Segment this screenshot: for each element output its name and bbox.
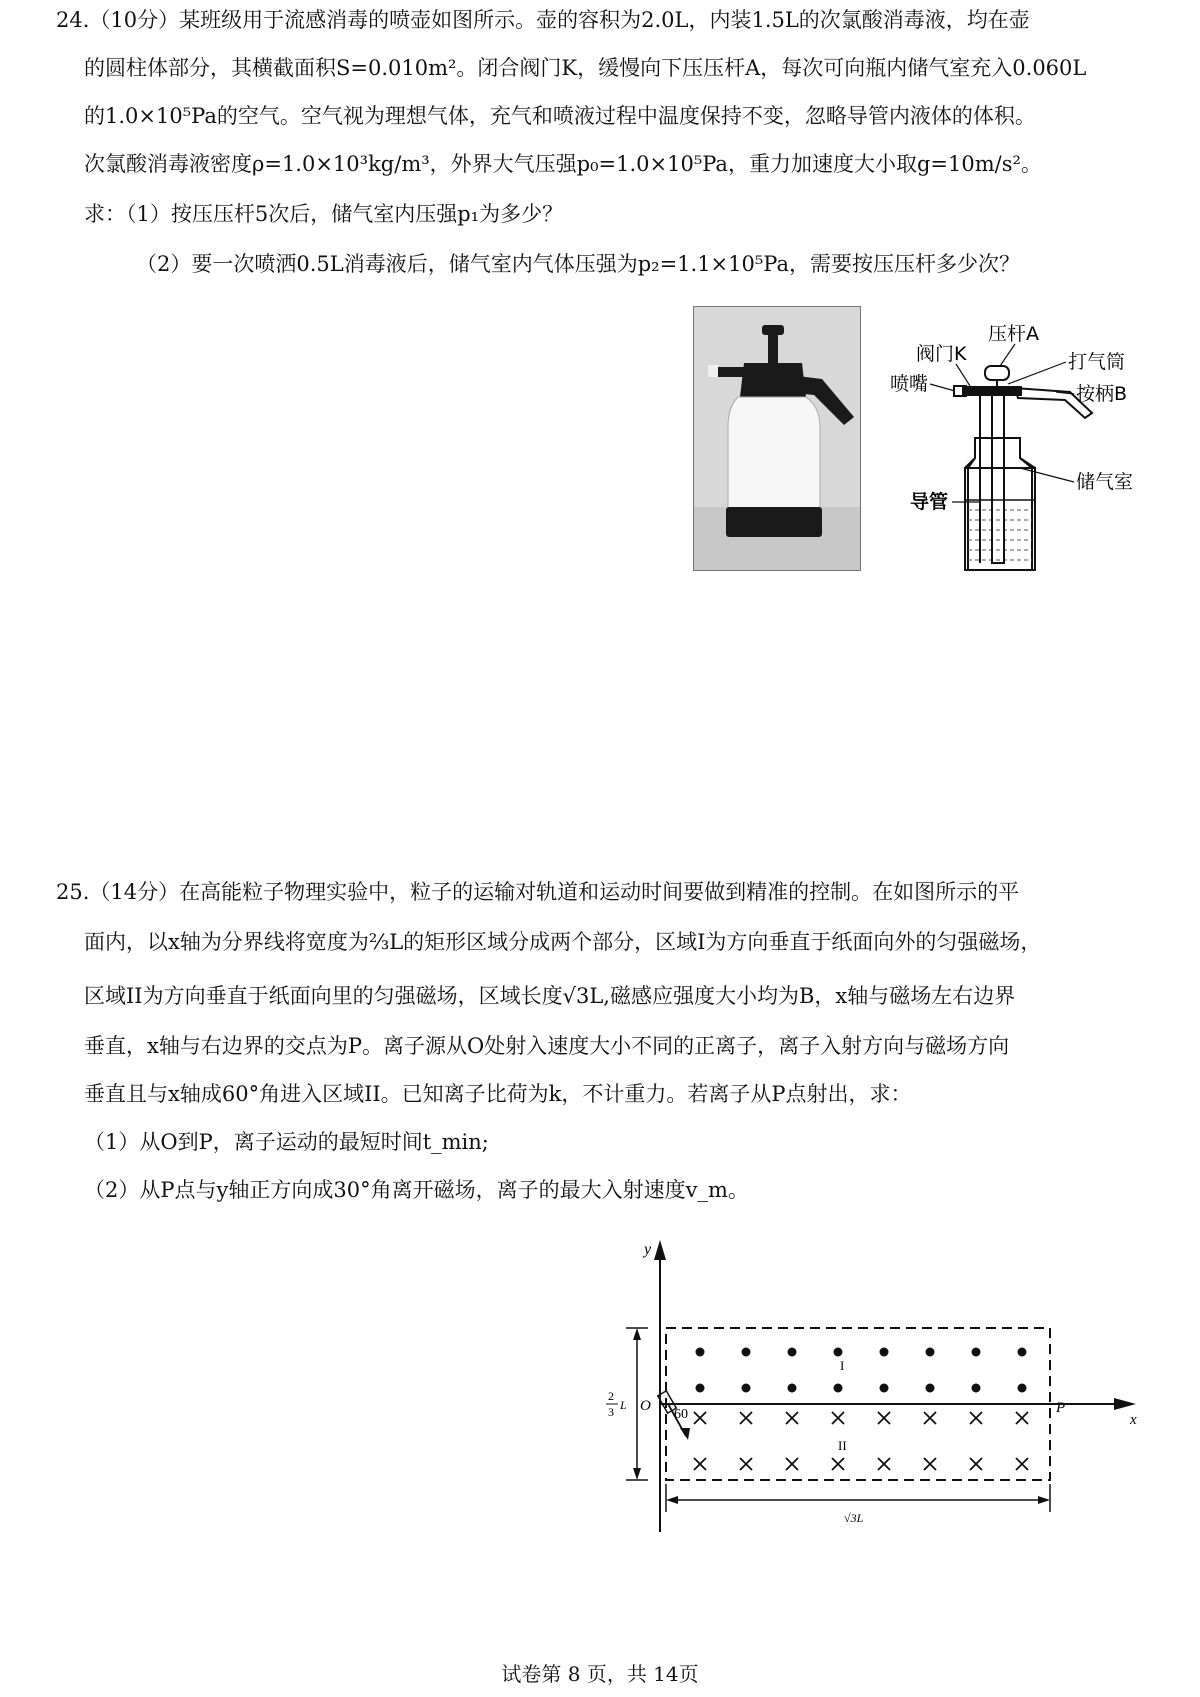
label-pump: 打气筒	[1068, 351, 1126, 373]
q25-line-5: 垂直且与x轴成60°角进入区域II。已知离子比荷为k，不计重力。若离子从P点射出，求：	[84, 1082, 912, 1106]
label-origin: O	[640, 1398, 651, 1414]
q24-line-4: 次氯酸消毒液密度ρ=1.0×10³kg/m³，外界大气压强p₀=1.0×10⁵Pa，重力加速度大小取g=10m/s²。	[84, 152, 1042, 176]
label-nozzle: 喷嘴	[890, 373, 929, 395]
label-width-num: 2	[608, 1389, 614, 1403]
label-width-var: L	[620, 1398, 627, 1412]
label-tube: 导管	[910, 491, 949, 513]
label-x-axis: x	[1130, 1412, 1137, 1428]
label-rod-a: 压杆A	[988, 323, 1039, 345]
sprayer-schematic	[880, 318, 1180, 578]
field-out-dots	[696, 1348, 1027, 1393]
page-footer: 试卷第 8 页，共 14页	[501, 1662, 699, 1686]
spray-bottle-photo	[693, 306, 861, 571]
q25-line-2: 面内，以x轴为分界线将宽度为⅔L的矩形区域分成两个部分，区域I为方向垂直于纸面向外的匀强磁场，	[84, 930, 1042, 954]
q24-line-5: 求：（1）按压压杆5次后，储气室内压强p₁为多少？	[84, 202, 564, 226]
q24-line-3: 的1.0×10⁵Pa的空气。空气视为理想气体，充气和喷液过程中温度保持不变，忽略导管内液体的体积。	[84, 104, 1036, 128]
label-handle-b: 按柄B	[1076, 383, 1128, 405]
q25-line-4: 垂直，x轴与右边界的交点为P。离子源从O处射入速度大小不同的正离子，离子入射方向与磁场方向	[84, 1034, 1010, 1058]
magnetic-field-diagram	[600, 1232, 1160, 1552]
q25-line-6: （1）从O到P，离子运动的最短时间t_min;	[84, 1130, 489, 1154]
label-angle: 60	[674, 1407, 688, 1422]
q25-line-7: （2）从P点与y轴正方向成30°角离开磁场，离子的最大入射速度v_m。	[84, 1178, 749, 1202]
field-in-crosses	[694, 1412, 1028, 1470]
q25-line-3: 区域II为方向垂直于纸面向里的匀强磁场，区域长度√3L,磁感应强度大小均为B，x轴与磁场左右边界	[84, 984, 1016, 1008]
q24-line-1: 24.（10分）某班级用于流感消毒的喷壶如图所示。壶的容积为2.0L，内装1.5L的次氯酸消毒液，均在壶	[56, 8, 1030, 32]
label-point-p: P	[1056, 1400, 1066, 1416]
label-y-axis: y	[644, 1241, 652, 1258]
q25-line-1: 25.（14分）在高能粒子物理实验中，粒子的运输对轨道和运动时间要做到精准的控制。在如图所示的平	[56, 880, 1020, 904]
q24-line-2: 的圆柱体部分，其横截面积S=0.010m²。闭合阀门K，缓慢向下压压杆A，每次可向瓶内储气室充入0.060L	[84, 56, 1087, 80]
label-region-1: I	[840, 1358, 845, 1373]
label-chamber: 储气室	[1076, 471, 1134, 493]
label-width-den: 3	[608, 1405, 614, 1419]
label-length: √3L	[844, 1511, 864, 1525]
q24-line-6: （2）要一次喷洒0.5L消毒液后，储气室内气体压强为p₂=1.1×10⁵Pa，需要按压压杆多少次？	[136, 252, 1020, 276]
label-valve-k: 阀门K	[916, 343, 967, 365]
label-region-2: II	[838, 1438, 847, 1453]
